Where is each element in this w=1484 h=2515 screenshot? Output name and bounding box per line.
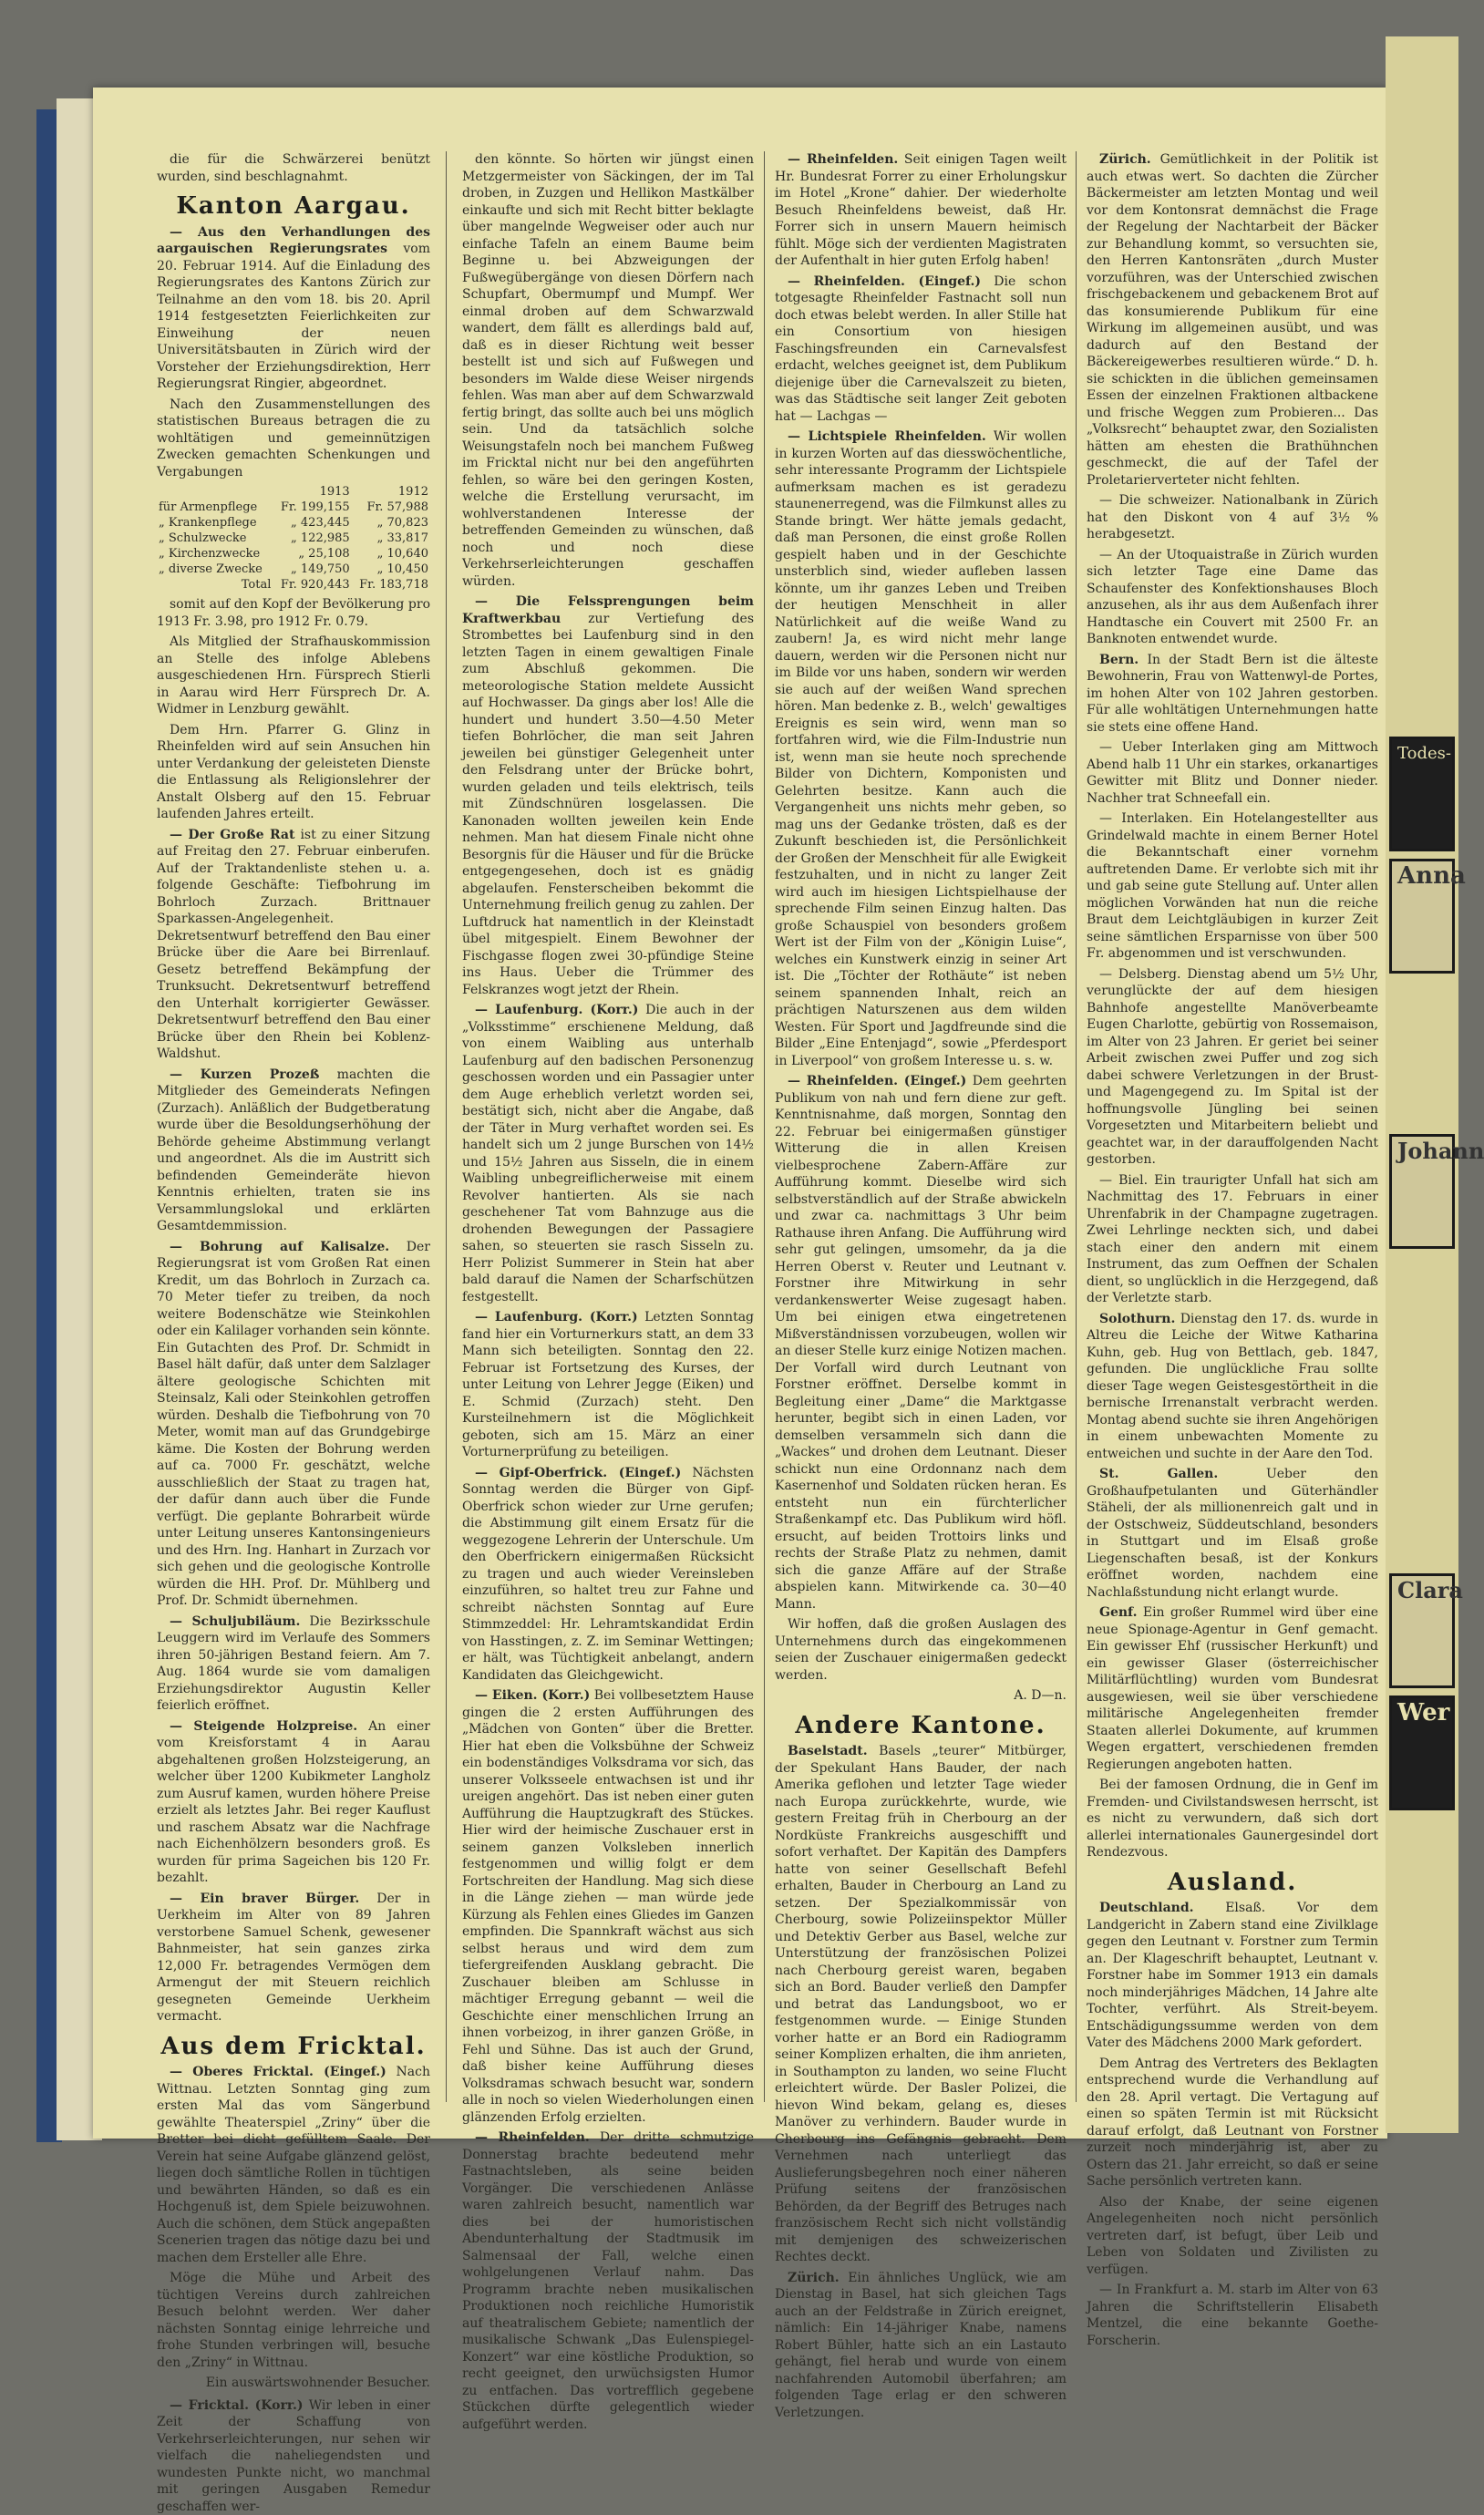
paragraph: — Eiken. (Korr.) Bei vollbesetztem Hause gingen die 2 ersten Aufführungen des „Mädchen von Gonten“ über die Bretter. Hier hat eben die Volksbühne der Schweiz ein bodenständiges Volksdrama vor sich, das unserer Volksseele entwachsen ist und ihr ureigen angehört. Das ist neben einer guten Aufführung die Hauptzugkraft des Stückes. Hier wird der heimische Zuschauer erst in seinem ganzen Volksleben innerlich festgenommen und willig folgt er dem Fortschreiten der Handlung. Mag sich diese in die Länge ziehen — man würde jede Kürzung als Fehlen eines Gliedes im Ganzen empfinden. Die Spannkraft wächst aus sich selbst heraus und wird dem zum tiefergreifenden Ausklang gebracht. Die Zuschauer bleiben am Schlusse in mächtiger Erregung gebannt — weil die Geschichte einer menschlichen Irrung an ihnen vorbeizog, in ihrer ganzen Größe, in Fehl und Sühne. Das ist auch der Grund, daß bisher keine Aufführung dieses Volksdramas schwach besucht war, sondern alle in noch so vielen Wiederholungen einen glänzenden Erfolg erzielten. <box>462 1687 754 2126</box>
section-heading-ausland: Ausland. <box>1087 1874 1378 1891</box>
paragraph: — Rheinfelden. Seit einigen Tagen weilt Hr. Bundesrat Forrer zu einer Erholungskur im Hotel „Krone“ dahier. Der wiederholte Besuch Rheinfeldens beweist, daß Hr. Forrer sich in unsern Mauern heimisch fühlt. Möge sich der verdienten Magistraten der Aufenthalt in hier guten Erfolg haben! <box>775 151 1067 270</box>
paragraph: — Gipf-Oberfrick. (Eingef.) Nächsten Sonntag werden die Bürger von Gipf-Oberfrick schon wieder zur Urne gerufen; die Abstimmung gilt einem Ersatz für die weggezogene Lehrerin der Unterschule. Um den Oberfrickern einigermaßen Rücksicht zu tragen und auch wieder Vereinsleben einzuführen, so haltet treu zur Fahne und schreibt nächsten Sonntag auf Eure Stimmzeddel: Hr. Lehramtskandidat Erdin von Hasstingen, z. Z. im Seminar Wettingen; er hält, was Tüchtigkeit anbelangt, andern Kandidaten das Gleichgewicht. <box>462 1465 754 1685</box>
paragraph: — Schuljubiläum. Die Bezirksschule Leuggern wird im Verlaufe des Sommers ihren 50-jährigen Bestand feiern. Am 7. Aug. 1864 wurde sie vom damaligen Erziehungsdirektor Augustin Keller feierlich eröffnet. <box>157 1613 430 1715</box>
paragraph: — Fricktal. (Korr.) Wir leben in einer Zeit der Schaffung von Verkehrserleichterungen, nur sehen wir vielfach die naheliegendsten und wundesten Punkte nicht, wo manchmal mit geringen Ausgaben Remedur geschaffen wer- <box>157 2397 430 2515</box>
paragraph: — Biel. Ein traurigter Unfall hat sich am Nachmittag des 17. Februars in einer Uhrenfabrik in der Champagne zugetragen. Zwei Lehrlinge neckten sich, und dabei stach einer den andern mit einem Instrument, das zum Oeffnen der Schalen dient, so unglücklich in die Herzgegend, daß der Verletzte starb. <box>1087 1172 1378 1307</box>
donations-table <box>157 484 430 593</box>
table-row: für Armenpflege Fr. 199,155 Fr. 57,988 <box>157 500 430 515</box>
table-row: „ Schulzwecke „ 122,985 „ 33,817 <box>157 531 430 546</box>
paragraph: — Ein braver Bürger. Der in Uerkheim im Alter von 89 Jahren verstorbene Samuel Schenk, gewesener Bahnmeister, hat sein ganzes zirka 12,000 Fr. betragendes Vermögen dem Armengut der mit Steuern reichlich gesegneten Gemeinde Uerkheim vermacht. <box>157 1891 430 2025</box>
paragraph: Zürich. Ein ähnliches Unglück, wie am Dienstag in Basel, hat sich gleichen Tags auch an der Feldstraße in Zürich ereignet, nämlich: Ein 14-jähriger Knabe, namens Robert Bühler, hatte sich an ein Lastauto gehängt, fiel herab und wurde von einem nachfahrenden Automobil überfahren; am folgenden Tage erlag er den schweren Verletzungen. <box>775 2270 1067 2422</box>
advertisement: Wer <box>1389 1696 1455 1810</box>
paragraph: — Lichtspiele Rheinfelden. Wir wollen in kurzen Worten auf das diesswöchentliche, sehr interessante Programm der Lichtspiele aufmerksam machen es ist geradezu staunenerregend, was die Filmkunst alles zu Stande bringt. Wer hätte jemals gedacht, daß man Personen, die einst große Rollen gespielt haben und in der Geschichte unsterblich sind, wieder aufleben lassen könnte, um ihr ganzes Leben und Treiben der heutigen Menschheit in aller Natürlichkeit auf die weiße Wand zu zaubern! Ja, es wird nicht mehr lange dauern, werden wir die Personen nicht nur im Bilde vor uns haben, sondern wir werden sie auch auf der weißen Wand sprechen hören. Man bedenke z. B., welch' gewaltiges Ereignis es sein wird, wenn man so fortfahren wird, wie die Film-Industrie nun ist, wenn man sie heute noch sprechende Bilder von Dichtern, Komponisten und Gelehrten besitze. Kann auch die Vergangenheit uns nichts mehr geben, so mag uns der Gedanke trösten, daß es der Zukunft beschieden ist, die Persönlichkeit der Großen der Menschheit für alle Ewigkeit festzuhalten, und in nicht zu langer Zeit wird auch im hiesigen Lichtspielhause der sprechende Film seinen Einzug halten. Das große Schauspiel von besonders großem Wert ist der Film von der „Königin Luise“, welches ein Kunstwerk einzig in seiner Art ist. Die „Töchter der Rothäute“ ist neben seinem spannenden Inhalt, reich an prächtigen Naturszenen aus dem wilden Westen. Für Sport und Jagdfreunde sind die Bilder „Eine Entenjagd“, sowie „Pferdesport in Liverpool“ von großem Interesse u. s. w. <box>775 428 1067 1069</box>
table-row: „ diverse Zwecke „ 149,750 „ 10,450 <box>157 562 430 577</box>
paragraph: — Die schweizer. Nationalbank in Zürich hat den Diskont von 4 auf 3½ % herabgesetzt. <box>1087 492 1378 543</box>
paragraph: Dem Antrag des Vertreters des Beklagten entsprechend wurde die Verhandlung auf den 28. April vertagt. Die Vertagung auf einen so späten Termin ist mit Rücksicht darauf erfolgt, daß Leutnant von Forstner zurzeit noch minderjährig ist, aber zu Ostern das 21. Jahr erreicht, so daß er seine Sache persönlich vertreten kann. <box>1087 2056 1378 2190</box>
table-row: „ Krankenpflege „ 423,445 „ 70,823 <box>157 515 430 531</box>
signature: A. D—n. <box>775 1687 1067 1705</box>
paragraph: Als Mitglied der Strafhauskommission an Stelle des infolge Ablebens ausgeschiedenen Hrn. Fürsprech Stierli in Aarau wird Herr Fürsprech Dr. A. Widmer in Lenzburg gewählt. <box>157 634 430 718</box>
paragraph: Bern. In der Stadt Bern ist die älteste Bewohnerin, Frau von Wattenwyl-de Portes, im hohen Alter von 102 Jahren gestorben. Für alle wohltätigen Unternehmungen hatte sie stets eine offene Hand. <box>1087 652 1378 737</box>
section-heading-fricktal: Aus dem Fricktal. <box>157 2038 430 2056</box>
paragraph: St. Gallen. Ueber den Großhaufpetulanten und Güterhändler Stäheli, der als millionenreich galt und in der Ostschweiz, Süddeutschland, besonders in Stuttgart und im Elsaß große Liegenschaften besaß, ist der Konkurs eröffnet worden, nachdem eine Nachlaßstundung nicht erlangt wurde. <box>1087 1466 1378 1601</box>
column-rule <box>1076 151 1077 2102</box>
paragraph: — In Frankfurt a. M. starb im Alter von 63 Jahren die Schriftstellerin Elisabeth Mentzel, die eine bekannte Goethe-Forscherin. <box>1087 2282 1378 2349</box>
paragraph: Deutschland. Elsaß. Vor dem Landgericht in Zabern stand eine Zivilklage gegen den Leutnant v. Forstner zum Termin an. Der Klageschrift behauptet, Leutnant v. Forstner habe im Sommer 1913 ein damals noch minderjähriges Mädchen, 14 Jahre alte Tochter, verführt. Als Streit-beyem. Entschädigungssumme werden von dem Vater des Mädchens 2000 Mark gefordert. <box>1087 1900 1378 2052</box>
paragraph: Nach den Zusammenstellungen des statistischen Bureaus betragen die zu wohltätigen und gemeinnützigen Zwecken gemachten Schenkungen und Vergabungen <box>157 397 430 481</box>
paragraph: — Delsberg. Dienstag abend um 5½ Uhr, verunglückte der auf dem hiesigen Bahnhofe angestellte Manöverbeamte Eugen Charlotte, gebürtig von Rossemaison, im Alter von 23 Jahren. Er geriet bei seiner Arbeit zwischen zwei Puffer und zog sich dabei schwere Verletzungen in der Brust- und Magengegend zu. Im Spital ist der hoffnungsvolle Jüngling bei seinen Vorgesetzten und Mitarbeitern beliebt und geachtet war, in der darauffolgenden Nacht gestorben. <box>1087 966 1378 1169</box>
paragraph: — Ueber Interlaken ging am Mittwoch Abend halb 11 Uhr ein starkes, orkanartiges Gewitter mit Blitz und Donner nieder. Nachher trat Schneefall ein. <box>1087 739 1378 807</box>
column-rule <box>446 151 447 2102</box>
paragraph: — Der Große Rat ist zu einer Sitzung auf Freitag den 27. Februar einberufen. Auf der Traktandenliste stehen u. a. folgende Geschäfte: Tiefbohrung im Bohrloch Zurzach. Brittnauer Sparkassen-Angelegenheit. Dekretsentwurf betreffend den Bau einer Brücke über die Aare bei Birrenlauf. Gesetz betreffend Bekämpfung der Trunksucht. Dekretsentwurf betreffend den Unterhalt korrigierter Gewässer. Dekretsentwurf betreffend den Bau einer Brücke über den Rhein bei Koblenz-Waldshut. <box>157 827 430 1063</box>
paragraph: Solothurn. Dienstag den 17. ds. wurde in Altreu die Leiche der Witwe Katharina Kuhn, geb. Hug von Bettlach, geb. 1847, gefunden. Die unglückliche Frau sollte dieser Tage wegen Geistesgestörtheit in die bernische Irrenanstalt verbracht werden. Montag abend suchte sie ihren Angehörigen in einem unbewachten Momente zu entweichen und suchte in der Aare den Tod. <box>1087 1311 1378 1463</box>
adjacent-page <box>1386 36 1458 2133</box>
paragraph: — Interlaken. Ein Hotelangestellter aus Grindelwald machte in einem Berner Hotel die Bekanntschaft einer vornehm auftretenden Dame. Er verlobte sich mit ihr und gab seine gute Stellung auf. Unter allen möglichen Vorwänden hat nun die reiche Braut dem Leichtgläubigen in kurzer Zeit seine sämtlichen Ersparnisse von über 500 Fr. abgenommen und ist verschwunden. <box>1087 810 1378 963</box>
paragraph: die für die Schwärzerei benützt wurden, sind beschlagnahmt. <box>157 151 430 185</box>
death-notice-ad: Clara <box>1389 1573 1455 1688</box>
paragraph: — Steigende Holzpreise. An einer vom Kreisforstamt 4 in Aarau abgehaltenen großen Holzsteigerung, an welcher über 1200 Kubikmeter Langholz zum Ausruf kamen, wurden höhere Preise erzielt als letztes Jahr. Bei reger Kauflust und raschem Absatz war die Nachfrage nach Eichenhölzern besonders groß. Es wurden für prima Sageichen bis 120 Fr. bezahlt. <box>157 1718 430 1887</box>
column-2 <box>462 151 754 2102</box>
table-header-row: 1913 1912 <box>157 484 430 500</box>
paragraph: — An der Utoquaistraße in Zürich wurden sich letzter Tage eine Dame das Schaufenster des Konfektionshauses Bloch anzusehen, als ihr aus dem Außenfach ihrer Handtasche ein Couvert mit 2500 Fr. an Banknoten entwendet wurde. <box>1087 547 1378 648</box>
paragraph: den könnte. So hörten wir jüngst einen Metzgermeister von Säckingen, der im Tal droben, in Zuzgen und Hellikon Mastkälber einkaufte und sich mit Recht bitter beklagte über mangelnde Wegweiser oder auch nur einfache Tafeln an einem Baume beim Beginne u. bei Abzweigungen der Fußwegübergänge von diesen Dörfern nach Schupfart, Obermumpf und Mumpf. Wer einmal droben auf dem Schwarzwald wandert, dem fällt es allerdings bald auf, daß es in dieser Richtung weit besser bestellt ist und sich auf Fußwegen und besonders im Walde diese Weiser nirgends fehlen. Was man aber auf dem Schwarzwald fertig bringt, das sollte auch bei uns möglich sein. Und da tatsächlich solche Weisungstafeln noch bei manchem Fußweg im Fricktal nicht nur bei den angeführten fehlen, so wäre bei den geringen Kosten, welche die Erstellung verursacht, im wohlverstandenen Interesse der betreffenden Gemeinden zu wünschen, daß noch und noch diese Verkehrserleichterungen geschaffen würden. <box>462 151 754 590</box>
paragraph: Möge die Mühe und Arbeit des tüchtigen Vereins durch zahlreichen Besuch belohnt werden. Wer daher nächsten Sonntag einige lehrreiche und frohe Stunden verbringen will, besuche den „Zriny“ in Wittnau. <box>157 2270 430 2371</box>
column-3 <box>775 151 1067 2102</box>
column-rule <box>764 151 765 2102</box>
paragraph: Genf. Ein großer Rummel wird über eine neue Spionage-Agentur in Genf gemacht. Ein gewisser Ehf (russischer Herkunft) und ein gewisser Glaser (österreichischer Militärflüchtling) wurden vom Bundesrat ausgewiesen, weil sie über verschiedene militärische Angelegenheiten fremder Staaten allerlei Dokumente, auf krummen Wegen ergattert, verschiedenen fremden Regierungen angeboten hatten. <box>1087 1604 1378 1773</box>
section-heading-aargau: Kanton Aargau. <box>157 198 430 215</box>
newspaper-page <box>93 88 1387 2139</box>
paragraph: Baselstadt. Basels „teurer“ Mitbürger, der Spekulant Hans Bauder, der nach Amerika geflohen und letzter Tage wieder nach Europa zurückkehrte, wurde, wie gestern Freitag früh in Cherbourg an der Nordküste Frankreichs ausgeschifft und sofort verhaftet. Der Kapitän des Dampfers hatte von seiner Gesellschaft Befehl erhalten, Bauder in Cherbourg an Land zu setzen. Der Spezialkommissär von Cherbourg, sowie Polizeiinspektor Müller und Detektiv Gerber aus Basel, welche zur Unterstützung der französischen Polizei nach Cherbourg gereist waren, begaben sich an Bord. Bauder verließ den Dampfer und betrat das Landungsboot, wo er festgenommen wurde. — Einige Stunden vorher hatte er an Bord ein Radiogramm seiner Komplizen erhalten, die ihm anrieten, in Southampton zu landen, wo seine Flucht erleichtert würde. Der Basler Polizei, die hievon Wind bekam, gelang es, dieses Manöver zu verhindern. Bauder wurde in Cherbourg ins Gefängnis gebracht. Dem Vernehmen nach unterliegt das Auslieferungsbegehren noch einer näheren Prüfung seitens der französischen Behörden, da der Begriff des Betruges nach französischem Recht sich nicht vollständig mit demjenigen des schweizerischen Rechtes deckt. <box>775 1743 1067 2266</box>
column-1 <box>157 151 430 2102</box>
paragraph: Dem Hrn. Pfarrer G. Glinz in Rheinfelden wird auf sein Ansuchen hin unter Verdankung der geleisteten Dienste die Entlassung als Religionslehrer der Anstalt Olsberg auf den 15. Februar laufenden Jahres erteilt. <box>157 722 430 823</box>
paragraph: Also der Knabe, der seine eigenen Angelegenheiten noch nicht persönlich vertreten darf, ist befugt, über Leib und Leben von Soldaten und Zivilisten zu verfügen. <box>1087 2194 1378 2279</box>
paragraph: — Rheinfelden. Der dritte schmutzige Donnerstag brachte bedeutend mehr Fastnachtsleben, als seine beiden Vorgänger. Die verschiedenen Anlässe waren zahlreich besucht, namentlich war dies bei der humoristischen Abendunterhaltung der Stadtmusik im Salmensaal der Fall, welche einen wohlgelungenen Verlauf nahm. Das Programm brachte neben musikalischen Produktionen noch reichliche Humoristik auf theatralischem Gebiete; namentlich der musikalische Schwank „Das Eulenspiegel-Konzert“ war eine köstliche Produktion, so recht geeignet, den urwüchsigsten Humor zu entfachen. Das vortrefflich gegebene Stückchen dürfte gelegentlich wieder aufgeführt werden. <box>462 2129 754 2433</box>
paragraph: — Rheinfelden. (Eingef.) Die schon totgesagte Rheinfelder Fastnacht soll nun doch etwas belebt werden. In aller Stille hat ein Consortium von hiesigen Faschingsfreunden ein Carnevalsfest erdacht, welches geeignet ist, dem Publikum diejenige über die Carnevalszeit zu bieten, was das Städtische seit langer Zeit geboten hat — Lachgas — <box>775 273 1067 426</box>
table-row: „ Kirchenzwecke „ 25,108 „ 10,640 <box>157 546 430 562</box>
paragraph: — Die Felssprengungen beim Kraftwerkbau zur Vertiefung des Strombettes bei Laufenburg sind in den letzten Tagen in einem gewaltigen Finale zum Abschluß gekommen. Die meteorologische Station meldete Aussicht auf Hochwasser. Da gings aber los! Alle die hundert und hundert 3.50—4.50 Meter tiefen Bohrlöcher, die man seit Jahren jeweilen bei günstiger Gelegenheit unter den Felsdrang unter der Brücke bohrt, wurden geladen und teils elektrisch, teils mit Zündschnüren losgelassen. Die Kanonaden wollten jeweilen kein Ende nehmen. Man hat diesem Finale nicht ohne Besorgnis für die Häuser und für die Brücke entgegengesehen, doch ist es gnädig abgelaufen. Fensterscheiben bekommt die Unternehmung freilich genug zu zahlen. Der Luftdruck hat namentlich in der Kleinstadt übel mitgespielt. Einem Bewohner der Fischgasse flogen zwei 30-pfündige Steine ins Haus. Ueber die Trümmer des Felskranzes wogt jetzt der Rhein. <box>462 593 754 998</box>
paragraph: — Kurzen Prozeß machten die Mitglieder des Gemeinderats Nefingen (Zurzach). Anläßlich der Budgetberatung wurde über die Besoldungserhöhung der Behörde geheime Abstimmung verlangt und angeordnet. Als die im Austritt sich befindenden Gemeinderäte hievon Kenntnis erhielten, traten sie ins Versammlungslokal und erklärten Gesamtdemmission. <box>157 1067 430 1235</box>
death-notice-ad: Johann <box>1389 1134 1455 1249</box>
paragraph: Wir hoffen, daß die großen Auslagen des Unternehmens durch das eingekommenen seien der Zuschauer einigermaßen gedeckt werden. <box>775 1616 1067 1684</box>
section-heading-andere-kantone: Andere Kantone. <box>775 1717 1067 1735</box>
table-total-row: Total Fr. 920,443 Fr. 183,718 <box>157 577 430 593</box>
paragraph: — Bohrung auf Kalisalze. Der Regierungsrat ist vom Großen Rat einen Kredit, um das Bohrloch in Zurzach ca. 70 Meter tiefer zu treiben, da noch weitere Bodenschätze wie Steinkohlen oder ein Kalilager vorhanden sein könnte. Ein Gutachten des Prof. Dr. Schmidt in Basel hält dafür, daß unter dem Salzlager ältere geologische Schichten mit Steinsalz, Kali oder Steinkohlen getroffen würden. Deshalb die Tiefbohrung von 70 Meter, womit man auf das Grundgebirge käme. Die Kosten der Bohrung werden auf ca. 7000 Fr. geschätzt, welche ausschließlich der Staat zu tragen hat, der dafür dann auch über die Funde verfügt. Die geplante Bohrarbeit würde unter Leitung unseres Kantonsingenieurs und des Hrn. Ing. Hanhart in Zurzach vor sich gehen und die geologische Kontrolle würden die HH. Prof. Dr. Mühlberg und Prof. Dr. Schmidt übernehmen. <box>157 1239 430 1610</box>
paragraph: Bei der famosen Ordnung, die in Genf im Fremden- und Civilstandswesen herrscht, ist es nicht zu verwundern, daß sich dort allerlei internationales Gaunergesindel dort Rendezvous. <box>1087 1777 1378 1861</box>
paragraph: — Oberes Fricktal. (Eingef.) Nach Wittnau. Letzten Sonntag ging zum ersten Mal das vom Sängerbund gewählte Theaterspiel „Zriny“ über die Bretter bei dicht gefülltem Saale. Der Verein hat seine Aufgabe glänzend gelöst, liegen doch sämtliche Rollen in tüchtigen und bewährten Händen, so daß es ein Hochgenuß ist, dem Spiele beizuwohnen. Auch die schönen, dem Stück angepaßten Scenerien tragen das nötige dazu bei und machen dem Ersteller alle Ehre. <box>157 2064 430 2266</box>
paragraph: — Laufenburg. (Korr.) Die auch in der „Volksstimme“ erschienene Meldung, daß von einem Waibling aus unterhalb Laufenburg auf den badischen Personenzug geschossen worden und ein Passagier unter dem Auge erheblich verletzt worden sei, bestätigt sich, nicht aber die Angabe, daß der Täter in Murg verhaftet worden sei. Es handelt sich um 2 junge Burschen von 14½ und 15½ Jahren aus Sisseln, die in einem Waibling unbegreiflicherweise mit einem Revolver hantierten. Als sie nach geschehener Tat vom Bahnzuge aus die drohenden Bewegungen der Passagiere sahen, so steuerten sie rasch Sisseln zu. Herr Polizist Summerer in Stein hat aber bald darauf die Namen der Scharfschützen festgestellt. <box>462 1002 754 1305</box>
death-notice-ad: Todes- <box>1389 737 1455 851</box>
death-notice-ad: Anna <box>1389 859 1455 974</box>
paragraph: Zürich. Gemütlichkeit in der Politik ist auch etwas wert. So dachten die Zürcher Bäckermeister am letzten Montag und weil vor dem Kontonsrat demnächst die Frage der Regelung der Nachtarbeit der Bäcker zur Behandlung kommt, so versuchten sie, den Herren Kantonsräten „durch Muster vorzuführen, was der Unterschied zwischen frischgebackenem und gebackenem Brot auf das konsumierende Publikum für eine Wirkung im allgemeinen ausübt, und was dadurch auf den Bestand der Bäckereigewerbes resultieren würde.“ D. h. sie schickten in die üblichen gemeinsamen Essen der einzelnen Fraktionen altbackene und frische Weggen zum Probieren... Das „Volksrecht“ behauptet zwar, den Sozialisten hätten am ehesten die Brathühnchen geschmeckt, die auf der Tafel der Proletarierverteter nicht fehlten. <box>1087 151 1378 489</box>
column-4 <box>1087 151 1378 2102</box>
paragraph: — Rheinfelden. (Eingef.) Dem geehrten Publikum von nah und fern diene zur geft. Kenntnisnahme, daß morgen, Sonntag den 22. Februar bei einigermaßen günstiger Witterung die in allen Kreisen vielbesprochene Zabern-Affäre zur Aufführung kommt. Dieselbe wird sich selbstverständlich auf der Straße abwickeln und zwar ca. nachmittags 3 Uhr beim Rathause ihren Anfang. Die Aufführung wird sehr gut gelingen, umsomehr, da ja die Herren Oberst v. Reuter und Leutnant v. Forstner ihre Mitwirkung in sehr verdankenswerter Weise zugesagt haben. Um bei einigen etwa eingetretenen Mißverständnissen vorzubeugen, wollen wir an dieser Stelle kurz einige Notizen machen. Der Vorfall wird durch Leutnant von Forstner eröffnet. Derselbe kommt in Begleitung einer „Dame“ die Marktgasse herunter, begibt sich in einen Laden, vor demselben versammeln sich dann die „Wackes“ und drohen dem Leutnant. Dieser schickt nun eine Ordonnanz nach dem Kasernenhof und Soldaten rücken heran. Es entsteht nun ein fürchterlicher Straßenkampf etc. Das Publikum wird höfl. ersucht, auf beiden Trottoirs links und rechts der Straße Platz zu nehmen, damit sich die ganze Affäre auf der Straße abspielen kann. Mitwirkende ca. 30—40 Mann. <box>775 1073 1067 1613</box>
paragraph: — Laufenburg. (Korr.) Letzten Sonntag fand hier ein Vorturnerkurs statt, an dem 33 Mann sich beteiligten. Sonntag den 22. Februar ist Fortsetzung des Kurses, der unter Leitung von Lehrer Jegge (Eiken) und E. Schmid (Zurzach) steht. Den Kursteilnehmern ist die Möglichkeit geboten, sich am 15. März an einer Vorturnerprüfung zu beteiligen. <box>462 1309 754 1461</box>
paragraph: somit auf den Kopf der Bevölkerung pro 1913 Fr. 3.98, pro 1912 Fr. 0.79. <box>157 596 430 630</box>
signature: Ein auswärtswohnender Besucher. <box>157 2375 430 2392</box>
paragraph: — Aus den Verhandlungen des aargauischen Regierungsrates vom 20. Februar 1914. Auf die Einladung des Regierungsrates des Kantons Zürich zur Teilnahme an den vom 18. bis 20. April 1914 festgesetzten Feierlichkeiten zur Einweihung der neuen Universitätsbauten in Zürich wird der Vorsteher der Erziehungsdirektion, Herr Regierungsrat Ringier, abgeordnet. <box>157 224 430 393</box>
